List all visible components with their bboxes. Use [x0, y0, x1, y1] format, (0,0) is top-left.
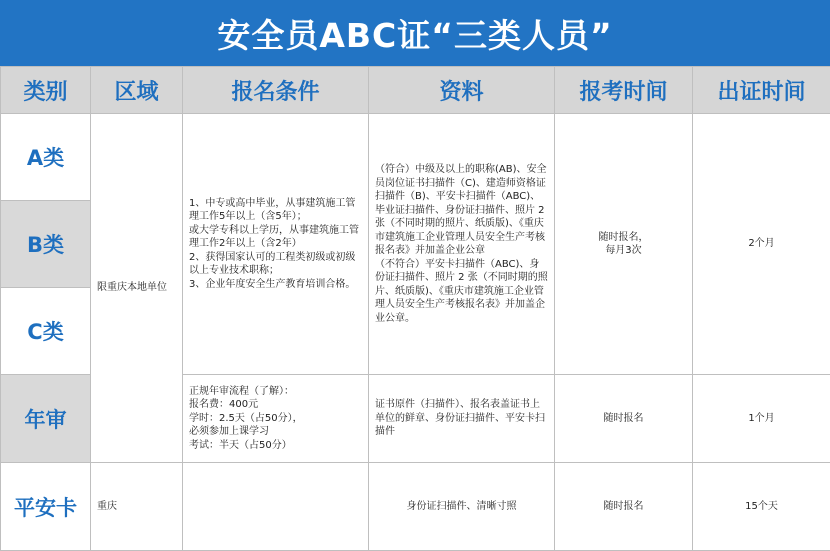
exam-time-pingan: 随时报名: [555, 463, 693, 551]
conditions-pingan: [183, 463, 369, 551]
annual-line: 正规年审流程（了解）：: [189, 385, 362, 399]
materials-pingan: 身份证扫描件、清晰寸照: [369, 463, 555, 551]
info-table: [0, 66, 830, 551]
issue-time-abc: 2个月: [693, 114, 830, 375]
region-abc: [91, 114, 183, 463]
col-header-region: 区域: [91, 67, 183, 114]
materials-annual-text: 证书原件（扫描件）、报名表盖证书上单位的鲜章、身份证扫描件、平安卡扫描件: [369, 396, 554, 441]
page-title: 安全员ABC证“三类人员”: [0, 0, 830, 66]
col-header-exam-time: 报考时间: [555, 67, 693, 114]
annual-line: 学时：2.5天（占50分），: [189, 412, 362, 426]
condition-line: 2、获得国家认可的工程类初级或初级以上专业技术职称；: [189, 251, 362, 278]
exam-time-annual: 随时报名: [555, 375, 693, 463]
exam-time-line: 随时报名，: [555, 231, 692, 245]
region-abc-text: 限重庆本地单位: [91, 279, 182, 297]
category-a: A类: [1, 114, 91, 201]
condition-line: 或大学专科以上学历，从事建筑施工管理工作2年以上（含2年）: [189, 224, 362, 251]
issue-time-pingan: 15个天: [693, 463, 830, 551]
col-header-category: 类别: [1, 67, 91, 114]
category-pingan: 平安卡: [1, 463, 91, 551]
materials-qualified: （符合）中级及以上的职称(AB)、安全员岗位证书扫描件（C)、建造师资格证扫描件（B)、平安卡扫描件（ABC)、毕业证扫描件、身份证扫描件、照片 2 张（不同时期的照片、纸质版)、《重庆市建筑施工企业管理人员安全生产考核报名表》并加盖企业公章: [375, 163, 548, 258]
header-row: [1, 67, 830, 114]
category-annual: 年审: [1, 375, 91, 463]
conditions-annual: [183, 375, 369, 463]
col-header-conditions: 报名条件: [183, 67, 369, 114]
region-pingan-text: 重庆: [91, 498, 182, 516]
issue-time-annual: 1个月: [693, 375, 830, 463]
col-header-materials: 资料: [369, 67, 555, 114]
category-b: B类: [1, 201, 91, 288]
materials-abc: [369, 114, 555, 375]
condition-line: 3、企业年度安全生产教育培训合格。: [189, 278, 362, 292]
materials-unqualified: （不符合）平安卡扫描件（ABC)、身份证扫描件、照片 2 张（不同时期的照片、纸质版)、《重庆市建筑施工企业管理人员安全生产考核报名表》并加盖企业公章。: [375, 258, 548, 326]
conditions-abc: [183, 114, 369, 375]
annual-line: 必须参加上课学习: [189, 425, 362, 439]
annual-line: 考试：半天（占50分）: [189, 439, 362, 453]
condition-line: 1、中专或高中毕业，从事建筑施工管理工作5年以上（含5年）；: [189, 197, 362, 224]
table-row: [1, 114, 830, 201]
exam-time-abc: [555, 114, 693, 375]
table-row: [1, 463, 830, 551]
annual-line: 报名费：400元: [189, 398, 362, 412]
col-header-issue-time: 出证时间: [693, 67, 830, 114]
category-c: C类: [1, 288, 91, 375]
exam-time-line: 每月3次: [555, 244, 692, 258]
region-pingan: [91, 463, 183, 551]
materials-annual: [369, 375, 555, 463]
